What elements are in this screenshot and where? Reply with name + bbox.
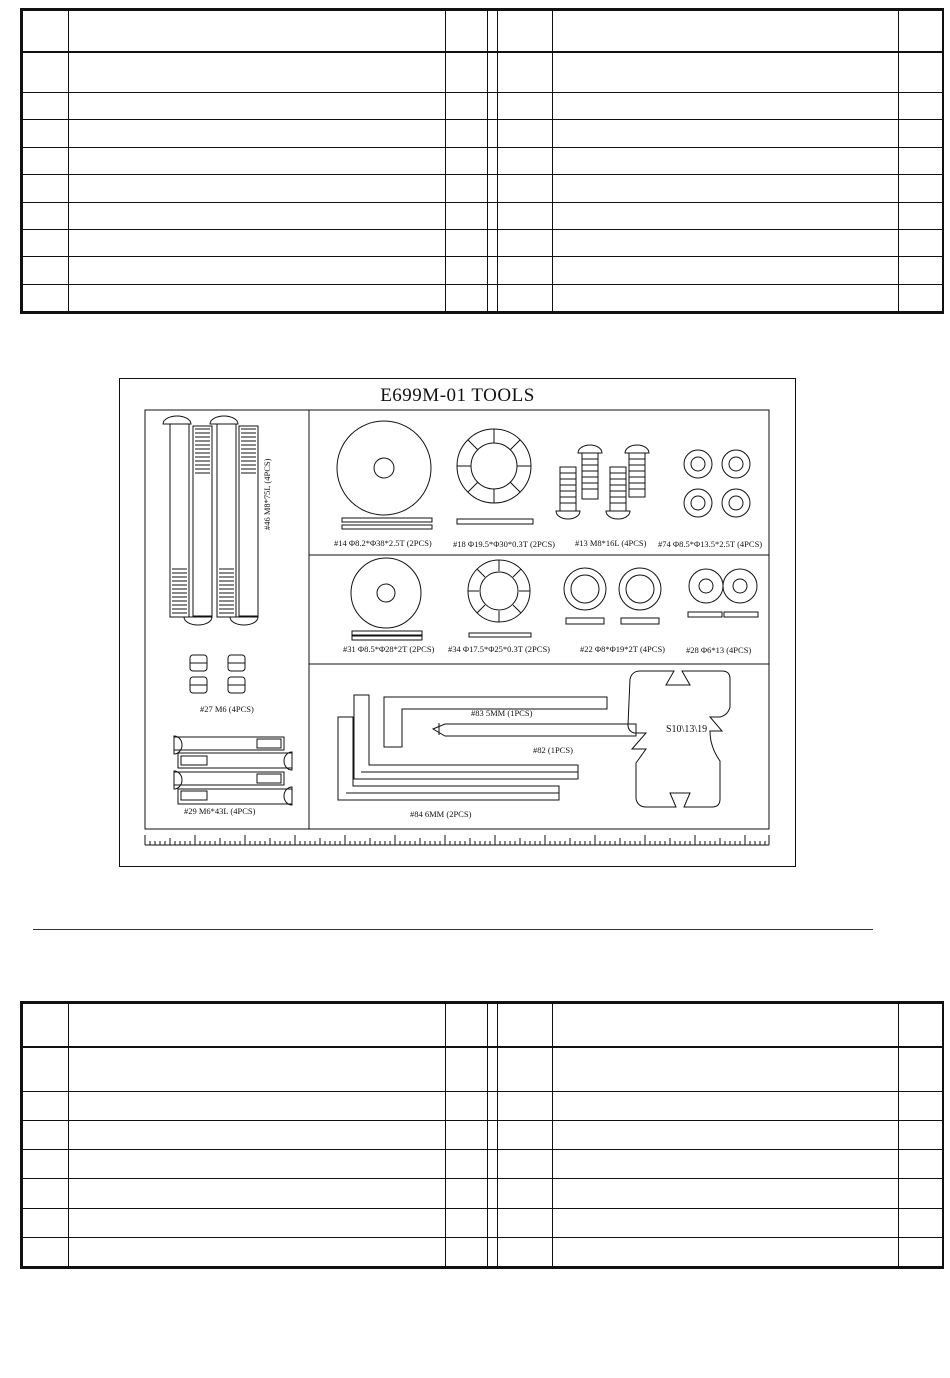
table-cell — [446, 284, 488, 311]
table-cell — [553, 1208, 899, 1237]
table-cell — [23, 1208, 69, 1237]
table-cell — [23, 1237, 69, 1266]
bottom-table-header-row — [23, 1004, 943, 1048]
table-cell — [899, 1120, 943, 1149]
table-cell — [23, 1120, 69, 1149]
hardware-drawing — [120, 379, 795, 866]
table-cell — [446, 1179, 488, 1208]
table-cell — [553, 175, 899, 202]
label-washer-28: #28 Φ6*13 (4PCS) — [686, 645, 752, 655]
top-table-row — [23, 120, 943, 147]
washer-22-icon — [564, 568, 661, 624]
table-cell — [899, 147, 943, 174]
table-cell — [553, 284, 899, 311]
table-cell — [899, 1004, 943, 1048]
table-cell — [69, 52, 446, 93]
column-gap — [488, 1208, 498, 1237]
table-cell — [553, 202, 899, 229]
table-cell — [899, 175, 943, 202]
table-cell — [446, 1150, 488, 1179]
table-cell — [498, 1208, 553, 1237]
label-washer-22: #22 Φ8*Φ19*2T (4PCS) — [580, 644, 665, 654]
table-cell — [899, 1208, 943, 1237]
table-cell — [69, 1047, 446, 1091]
wrench-icon — [628, 671, 730, 807]
table-cell — [23, 257, 69, 284]
table-cell — [498, 175, 553, 202]
table-cell — [69, 1208, 446, 1237]
bottom-table-row — [23, 1208, 943, 1237]
table-cell — [446, 1237, 488, 1266]
table-cell — [69, 175, 446, 202]
table-cell — [23, 284, 69, 311]
label-allen-84: #84 6MM (2PCS) — [410, 809, 472, 819]
column-gap — [488, 175, 498, 202]
table-cell — [553, 1179, 899, 1208]
table-cell — [899, 1047, 943, 1091]
bolt-m6x43-icon — [174, 736, 292, 805]
table-cell — [446, 1091, 488, 1120]
washer-31-icon — [351, 558, 422, 640]
table-cell — [498, 1047, 553, 1091]
ruler — [145, 835, 769, 845]
table-cell — [446, 147, 488, 174]
table-cell — [23, 52, 69, 93]
table-cell — [899, 11, 943, 52]
table-cell — [446, 257, 488, 284]
table-cell — [553, 229, 899, 256]
table-cell — [69, 1004, 446, 1048]
washer-28-icon — [688, 569, 758, 617]
label-washer-34: #34 Φ17.5*Φ25*0.3T (2PCS) — [448, 644, 550, 654]
bottom-table-row — [23, 1179, 943, 1208]
table-cell — [899, 229, 943, 256]
column-gap — [488, 1047, 498, 1091]
table-cell — [446, 1208, 488, 1237]
label-washer-18: #18 Φ19.5*Φ30*0.3T (2PCS) — [453, 539, 555, 549]
table-cell — [69, 202, 446, 229]
table-cell — [553, 52, 899, 93]
table-cell — [553, 1150, 899, 1179]
table-cell — [498, 1150, 553, 1179]
table-cell — [899, 1179, 943, 1208]
column-gap — [488, 229, 498, 256]
top-table-row — [23, 284, 943, 311]
table-cell — [899, 1150, 943, 1179]
table-cell — [553, 11, 899, 52]
column-gap — [488, 257, 498, 284]
parts-table-bottom — [20, 1001, 944, 1269]
table-cell — [498, 229, 553, 256]
table-cell — [69, 229, 446, 256]
table-cell — [498, 257, 553, 284]
table-cell — [498, 1237, 553, 1266]
table-cell — [23, 1091, 69, 1120]
column-gap — [488, 1179, 498, 1208]
table-cell — [69, 1237, 446, 1266]
table-cell — [69, 11, 446, 52]
table-cell — [69, 1150, 446, 1179]
table-cell — [553, 93, 899, 120]
table-cell — [446, 202, 488, 229]
table-cell — [498, 120, 553, 147]
label-washer-14: #14 Φ8.2*Φ38*2.5T (2PCS) — [334, 538, 432, 548]
table-cell — [899, 257, 943, 284]
top-table-row — [23, 147, 943, 174]
column-gap — [488, 1237, 498, 1266]
table-cell — [446, 1004, 488, 1048]
column-gap — [488, 1150, 498, 1179]
table-cell — [23, 229, 69, 256]
top-table-row — [23, 52, 943, 93]
top-table-header-row — [23, 11, 943, 52]
allen-key-5mm-icon — [384, 697, 607, 747]
top-table-row — [23, 93, 943, 120]
bolt-m8x75-icon — [163, 416, 258, 625]
column-gap — [488, 202, 498, 229]
column-gap — [488, 11, 498, 52]
washer-34-icon — [468, 560, 531, 637]
table-cell — [23, 93, 69, 120]
washer-14-icon — [337, 421, 432, 529]
table-cell — [899, 93, 943, 120]
bottom-table-row — [23, 1150, 943, 1179]
label-bolt-m8: #46 M8*75L (4PCS) — [262, 458, 272, 530]
table-cell — [899, 284, 943, 311]
screwdriver-icon — [433, 723, 636, 736]
bottom-table-row — [23, 1047, 943, 1091]
table-cell — [553, 1120, 899, 1149]
table-cell — [553, 147, 899, 174]
table-cell — [899, 1091, 943, 1120]
label-bolt-m6: #29 M6*43L (4PCS) — [184, 806, 256, 816]
table-cell — [498, 202, 553, 229]
table-cell — [23, 11, 69, 52]
nut-m6-icon — [190, 655, 245, 693]
table-cell — [498, 1179, 553, 1208]
label-screwdriver-82: #82 (1PCS) — [533, 745, 573, 755]
table-cell — [446, 229, 488, 256]
washer-18-icon — [457, 429, 533, 524]
table-cell — [23, 175, 69, 202]
label-spring-74: #74 Φ8.5*Φ13.5*2.5T (4PCS) — [658, 539, 763, 549]
tools-sheet-title: E699M-01 TOOLS — [380, 385, 535, 406]
table-cell — [69, 257, 446, 284]
label-wrench: S10\13\19 — [666, 724, 708, 735]
table-cell — [553, 257, 899, 284]
table-cell — [23, 147, 69, 174]
label-washer-31: #31 Φ8.5*Φ28*2T (2PCS) — [343, 644, 435, 654]
tools-sheet — [119, 378, 796, 867]
table-cell — [446, 1047, 488, 1091]
table-cell — [899, 1237, 943, 1266]
table-cell — [553, 1091, 899, 1120]
table-cell — [446, 175, 488, 202]
top-table-row — [23, 229, 943, 256]
column-gap — [488, 1120, 498, 1149]
spring-washer-74-icon — [684, 450, 750, 517]
table-cell — [23, 202, 69, 229]
table-cell — [69, 1091, 446, 1120]
top-table-row — [23, 202, 943, 229]
top-table-row — [23, 175, 943, 202]
table-cell — [446, 11, 488, 52]
column-gap — [488, 284, 498, 311]
bolt-m8x16-icon — [556, 445, 649, 519]
column-gap — [488, 93, 498, 120]
column-gap — [488, 120, 498, 147]
parts-table-top — [20, 8, 944, 314]
bottom-table-row — [23, 1120, 943, 1149]
table-cell — [23, 1179, 69, 1208]
table-cell — [69, 147, 446, 174]
table-cell — [23, 120, 69, 147]
table-cell — [69, 93, 446, 120]
table-cell — [899, 120, 943, 147]
table-cell — [553, 1047, 899, 1091]
bottom-table-row — [23, 1091, 943, 1120]
table-cell — [23, 1150, 69, 1179]
table-cell — [69, 120, 446, 147]
table-cell — [553, 120, 899, 147]
column-gap — [488, 147, 498, 174]
table-cell — [553, 1004, 899, 1048]
table-cell — [498, 52, 553, 93]
table-cell — [899, 202, 943, 229]
table-cell — [23, 1004, 69, 1048]
table-cell — [498, 11, 553, 52]
table-cell — [498, 1120, 553, 1149]
table-cell — [446, 93, 488, 120]
label-allen-83: #83 5MM (1PCS) — [471, 708, 533, 718]
label-nut-m6: #27 M6 (4PCS) — [200, 704, 254, 714]
table-cell — [498, 93, 553, 120]
top-table-row — [23, 257, 943, 284]
table-cell — [446, 120, 488, 147]
table-cell — [69, 1120, 446, 1149]
table-cell — [446, 1120, 488, 1149]
table-cell — [498, 1091, 553, 1120]
section-divider — [33, 929, 873, 930]
table-cell — [899, 52, 943, 93]
column-gap — [488, 1091, 498, 1120]
table-cell — [553, 1237, 899, 1266]
column-gap — [488, 1004, 498, 1048]
table-cell — [69, 1179, 446, 1208]
table-cell — [446, 52, 488, 93]
column-gap — [488, 52, 498, 93]
table-cell — [498, 1004, 553, 1048]
label-bolt-13: #13 M8*16L (4PCS) — [575, 538, 647, 548]
table-cell — [498, 284, 553, 311]
bottom-table-row — [23, 1237, 943, 1266]
table-cell — [498, 147, 553, 174]
table-cell — [69, 284, 446, 311]
table-cell — [23, 1047, 69, 1091]
